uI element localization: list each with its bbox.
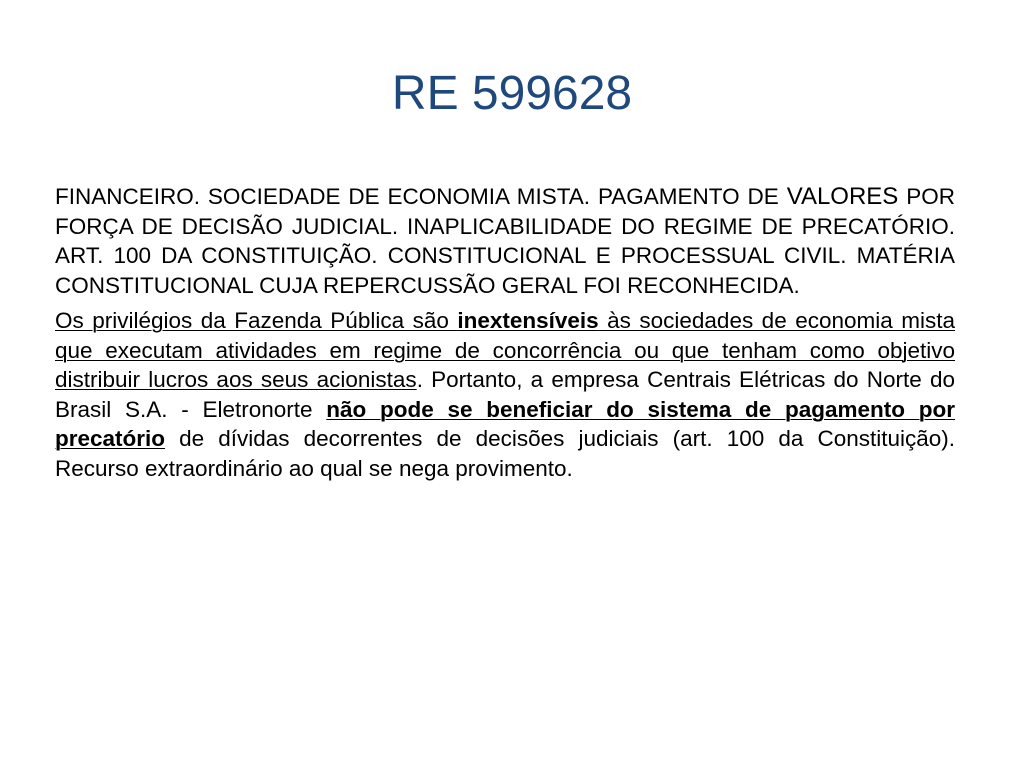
slide-title: RE 599628 <box>391 67 633 120</box>
ementa-text-2: POR FORÇA DE DECISÃO JUDICIAL. INAPLICABILIDADE DO REGIME DE PRECATÓRIO. ART. 100 DA CONSTITUIÇÃO. CONSTITUCIONAL E PROCESSUAL CIVIL. MATÉRIA CONSTITUCIONAL CUJA REPERCUSSÃO GERAL FOI RECONHECIDA. <box>55 184 955 298</box>
ementa-text-valores: VALORES <box>786 183 899 210</box>
decision-bold-nao-pode: não pode se beneficiar do sistema de pagamento por precatório <box>55 396 955 451</box>
decision-plain-2: de dívidas decorrentes de decisões judiciais (art. 100 da Constituição). Recurso extraordinário ao qual se nega provimento. <box>55 426 955 481</box>
ementa-paragraph <box>55 182 955 300</box>
slide-body <box>55 182 955 489</box>
decision-plain-1: . Portanto, a empresa Centrais Elétricas do Norte do Brasil S.A. - Eletronorte <box>55 367 955 422</box>
decision-underlined-middle: às sociedades de economia mista que executam atividades em regime de concorrência ou que tenham como objetivo distribuir lucros aos seus acionistas <box>55 308 955 392</box>
ementa-text-1: FINANCEIRO. SOCIEDADE DE ECONOMIA MISTA. PAGAMENTO DE <box>55 184 787 209</box>
decision-paragraph <box>55 306 955 483</box>
decision-bold-inextensiveis: inextensíveis <box>457 308 599 333</box>
decision-underlined-intro: Os privilégios da Fazenda Pública são <box>55 308 458 333</box>
